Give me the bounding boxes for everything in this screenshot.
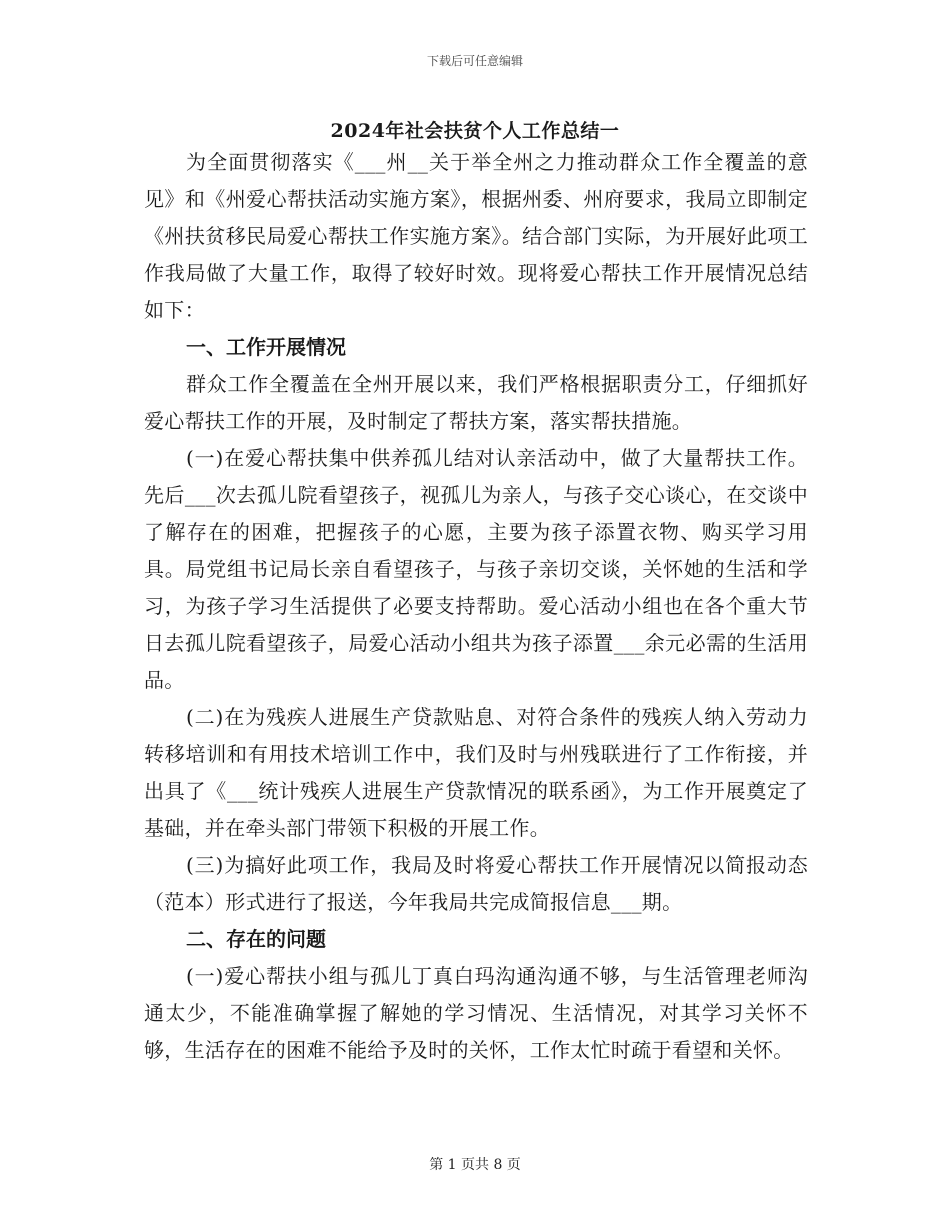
body-paragraph: 群众工作全覆盖在全州开展以来，我们严格根据职责分工，仔细抓好爱心帮扶工作的开展，及时制定了帮扶方案，落实帮扶措施。 — [144, 372, 808, 433]
document-body — [144, 144, 808, 1069]
body-paragraph: (二)在为残疾人进展生产贷款贴息、对符合条件的残疾人纳入劳动力转移培训和有用技术培训工作中，我们及时与州残联进行了工作衔接，并出具了《___统计残疾人进展生产贷款情况的联系函》，为工作开展奠定了基础，并在牵头部门带领下积极的开展工作。 — [144, 705, 808, 840]
body-paragraph: (三)为搞好此项工作，我局及时将爱心帮扶工作开展情况以简报动态（范本）形式进行了报送，今年我局共完成简报信息___期。 — [144, 853, 808, 914]
section-heading-problems: 二、存在的问题 — [186, 927, 326, 951]
body-paragraph: (一)爱心帮扶小组与孤儿丁真白玛沟通沟通不够，与生活管理老师沟通太少，不能准确掌握了解她的学习情况、生活情况，对其学习关怀不够，生活存在的困难不能给予及时的关怀，工作太忙时疏于看望和关怀。 — [144, 964, 808, 1062]
intro-paragraph: 为全面贯彻落实《___州__关于举全州之力推动群众工作全覆盖的意见》和《州爱心帮扶活动实施方案》，根据州委、州府要求，我局立即制定《州扶贫移民局爱心帮扶工作实施方案》。结合部门实际，为开展好此项工作我局做了大量工作，取得了较好时效。现将爱心帮扶工作开展情况总结如下： — [144, 150, 808, 322]
page-footer: 第 1 页共 8 页 — [429, 1157, 521, 1173]
header-note: 下载后可任意编辑 — [426, 54, 523, 68]
section-heading-work-progress: 一、工作开展情况 — [186, 335, 346, 359]
body-paragraph: (一)在爱心帮扶集中供养孤儿结对认亲活动中，做了大量帮扶工作。先后___次去孤儿院看望孩子，视孤儿为亲人，与孩子交心谈心，在交谈中了解存在的困难，把握孩子的心愿，主要为孩子添置衣物、购买学习用具。局党组书记局长亲自看望孩子，与孩子亲切交谈，关怀她的生活和学习，为孩子学习生活提供了必要支持帮助。爱心活动小组也在各个重大节日去孤儿院看望孩子，局爱心活动小组共为孩子添置___余元必需的生活用品。 — [144, 446, 808, 692]
document-title: 2024年社会扶贫个人工作总结一 — [330, 120, 620, 142]
